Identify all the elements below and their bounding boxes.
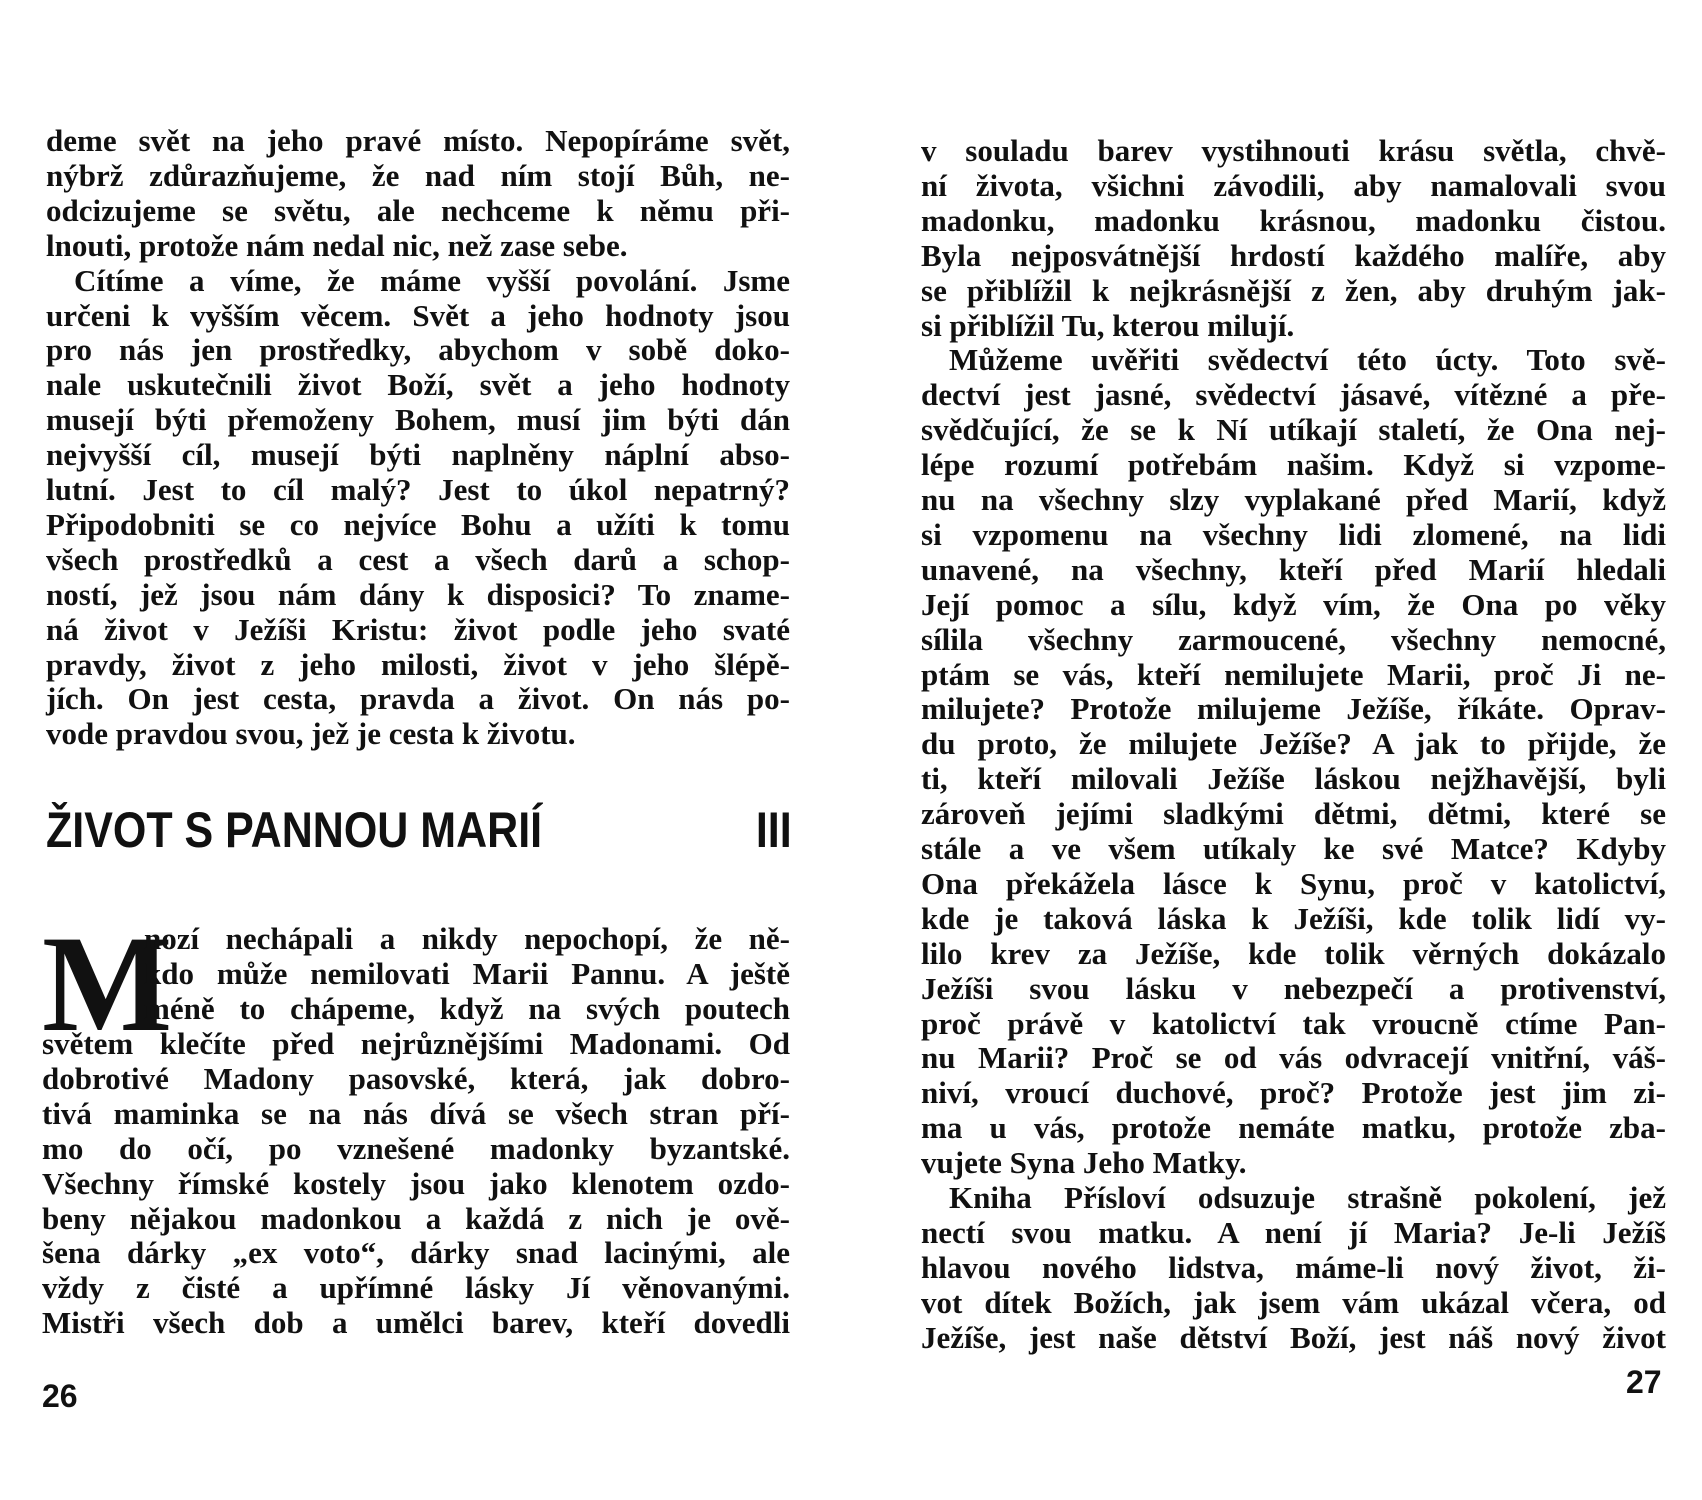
- drop-cap: M: [42, 907, 173, 1060]
- text-line: se přiblížil k nejkrásnější z žen, aby druhým jak-: [921, 272, 1666, 308]
- text-line: určeni k vyšším věcem. Svět a jeho hodnoty jsou: [46, 297, 790, 333]
- text-line: jích. On jest cesta, pravda a život. On nás po-: [46, 681, 790, 717]
- text-line: deme svět na jeho pravé místo. Nepopíráme svět,: [46, 123, 790, 158]
- text-line: sílila všechny zarmoucené, všechny nemocné,: [921, 621, 1666, 657]
- text-line: nale uskutečnili život Boží, svět a jeho hodnoty: [46, 367, 790, 403]
- text-line: nu Marii? Proč se od vás odvracejí vnitřní, váš-: [921, 1040, 1666, 1076]
- text-line: Všechny římské kostely jsou jako klenotem ozdo-: [42, 1165, 790, 1201]
- text-line: nectí svou matku. A není jí Maria? Je-li Ježíš: [921, 1214, 1666, 1250]
- text-line: lutní. Jest to cíl malý? Jest to úkol nepatrný?: [46, 472, 790, 507]
- text-line: si přiblížil Tu, kterou milují.: [921, 307, 1295, 343]
- text-line: odcizujeme se světu, ale nechceme k němu při-: [46, 192, 790, 228]
- text-line: niví, vroucí duchové, proč? Protože jest jim zi-: [921, 1075, 1666, 1111]
- text-line: mo do očí, po vznešené madonky byzantské.: [42, 1130, 790, 1166]
- chapter-heading: ŽIVOT S PANNOU MARIÍ: [46, 802, 543, 858]
- text-line: ností, jež jsou nám dány k disposici? To zname-: [46, 576, 790, 612]
- text-line: beny nějakou madonkou a každá z nich je ově-: [42, 1200, 790, 1236]
- text-line: lnouti, protože nám nedal nic, než zase sebe.: [46, 227, 628, 263]
- text-line: dectví jest jasné, svědectví jásavé, vítězné a pře-: [921, 377, 1666, 413]
- text-line: vot dítek Božích, jak jsem vám ukázal včera, od: [921, 1284, 1666, 1320]
- text-line: zároveň jejími sladkými dětmi, dětmi, které se: [921, 796, 1666, 832]
- text-line: lilo krev za Ježíše, kde tolik věrných dokázalo: [921, 935, 1666, 971]
- text-line: Cítíme a víme, že máme vyšší povolání. Jsme: [74, 262, 790, 298]
- text-line: všech prostředků a cest a všech darů a schop-: [46, 541, 790, 577]
- text-line: méně to chápeme, když na svých poutech: [144, 990, 790, 1026]
- text-line: nejvyšší cíl, musejí býti naplněny náplní abso-: [46, 437, 790, 473]
- text-line: proč právě v katolictví tak vroucně ctíme Pan-: [921, 1005, 1666, 1041]
- text-line: v souladu barev vystihnouti krásu světla, chvě-: [921, 133, 1666, 168]
- text-line: madonku, madonku krásnou, madonku čistou.: [921, 202, 1666, 238]
- text-line: nu na všechny slzy vyplakané před Marií, když: [921, 482, 1666, 517]
- text-line: Její pomoc a sílu, když vím, že Ona po věky: [921, 586, 1666, 622]
- text-line: kdo může nemilovati Marii Pannu. A ještě: [144, 955, 790, 991]
- text-line: šena dárky „ex voto“, dárky snad lacinými, ale: [42, 1235, 790, 1271]
- text-line: ní života, všichni závodili, aby namalovali svou: [921, 167, 1666, 203]
- text-line: vždy z čisté a upřímné lásky Jí věnovanými.: [42, 1270, 790, 1306]
- text-line: kde je taková láska k Ježíši, kde tolik lidí vy-: [921, 900, 1666, 936]
- text-line: du proto, že milujete Ježíše? A jak to přijde, že: [921, 726, 1666, 762]
- page-number-left: 26: [42, 1378, 78, 1414]
- text-line: ptám se vás, kteří nemilujete Marii, proč Ji ne-: [921, 656, 1666, 692]
- text-line: vujete Syna Jeho Matky.: [921, 1145, 1247, 1181]
- text-line: pravdy, život z jeho milosti, život v jeho šlépě-: [46, 646, 790, 682]
- page-number-right: 27: [1626, 1364, 1662, 1400]
- chapter-number: III: [756, 802, 792, 858]
- text-line: si vzpomenu na všechny lidi zlomené, na lidi: [921, 516, 1666, 552]
- text-line: nýbrž zdůrazňujeme, že nad ním stojí Bůh, ne-: [46, 157, 790, 193]
- text-line: stále a ve všem utíkaly ke své Matce? Kdyby: [921, 831, 1666, 866]
- text-line: pro nás jen prostředky, abychom v sobě doko-: [46, 332, 790, 368]
- text-line: Ježíše, jest naše dětství Boží, jest náš nový život: [921, 1319, 1666, 1355]
- text-line: ma u vás, protože nemáte matku, protože zba-: [921, 1110, 1666, 1146]
- text-line: ti, kteří milovali Ježíše láskou nejžhavější, byli: [921, 761, 1666, 797]
- text-line: unavené, na všechny, kteří před Marií hledali: [921, 551, 1666, 587]
- text-line: tivá maminka se na nás dívá se všech stran pří-: [42, 1095, 790, 1131]
- text-line: Kniha Přísloví odsuzuje strašně pokolení, jež: [949, 1180, 1666, 1215]
- text-line: ná život v Ježíši Kristu: život podle jeho svaté: [46, 611, 790, 647]
- text-line: Mistři všech dob a umělci barev, kteří dovedli: [42, 1305, 790, 1341]
- text-line: milujete? Protože milujeme Ježíše, říkáte. Oprav-: [921, 691, 1666, 727]
- text-line: hlavou nového lidstva, máme-li nový život, ži-: [921, 1249, 1666, 1285]
- text-line: Připodobniti se co nejvíce Bohu a užíti k tomu: [46, 506, 790, 542]
- text-line: dobrotivé Madony pasovské, která, jak dobro-: [42, 1060, 790, 1096]
- text-line: Byla nejposvátnější hrdostí každého malíře, aby: [921, 237, 1666, 273]
- text-line: musejí býti přemoženy Bohem, musí jim býti dán: [46, 402, 790, 438]
- text-line: Ona překážela lásce k Synu, proč v katolictví,: [921, 865, 1666, 901]
- text-line: Můžeme uvěřiti svědectví této úcty. Toto svě-: [949, 342, 1666, 378]
- text-line: světem klečíte před nejrůznějšími Madonami. Od: [42, 1026, 790, 1061]
- text-line: vode pravdou svou, jež je cesta k životu.: [46, 716, 576, 752]
- text-line: lépe rozumí potřebám našim. Když si vzpome-: [921, 447, 1666, 483]
- text-line: svědčující, že se k Ní utíkají staletí, že Ona nej-: [921, 412, 1666, 448]
- text-line: nozí nechápali a nikdy nepochopí, že ně-: [144, 921, 790, 956]
- text-line: Ježíši svou lásku v nebezpečí a protivenství,: [921, 970, 1666, 1006]
- right-page: [851, 0, 1702, 1500]
